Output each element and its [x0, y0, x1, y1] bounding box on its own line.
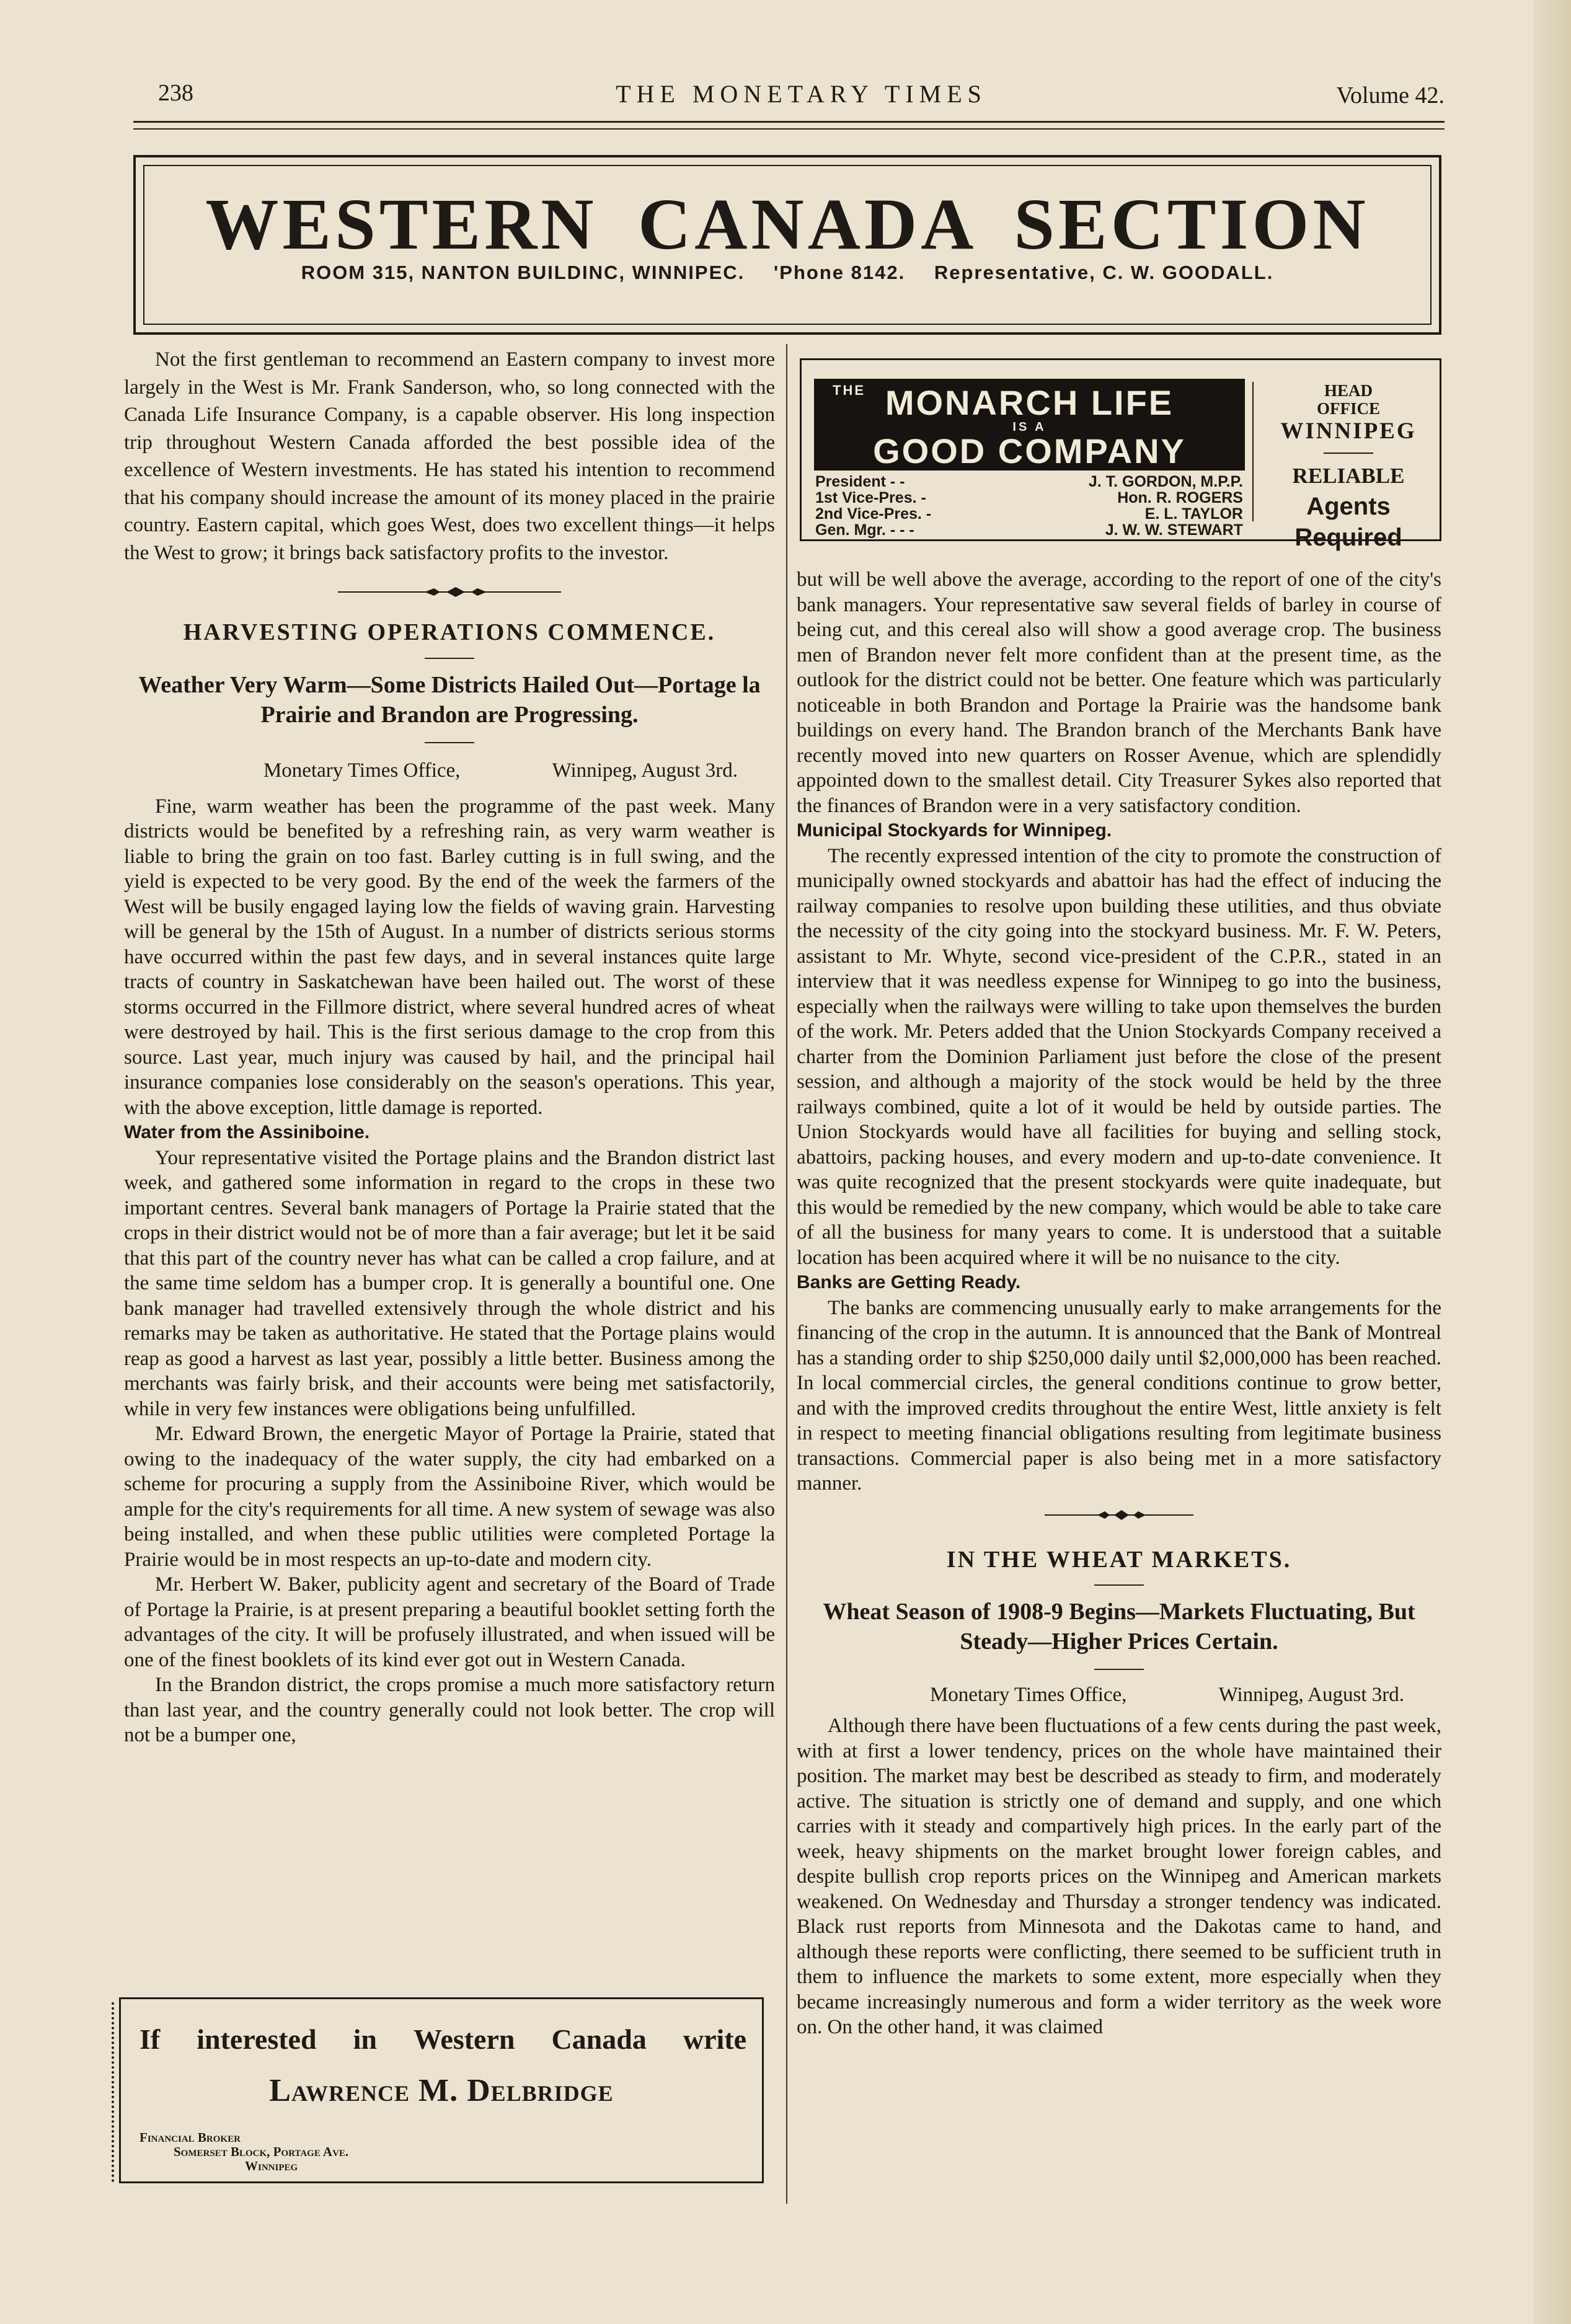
- ad-broker-name: Lawrence M. Delbridge: [269, 2073, 614, 2108]
- ad-margin-marks: [112, 2002, 114, 2182]
- monarch-is-a: IS A: [1012, 420, 1047, 434]
- officer-name: J. T. GORDON, M.P.P.: [1088, 473, 1243, 490]
- left-column: [124, 346, 775, 1748]
- ad-broker-address: [139, 2131, 348, 2173]
- banner-phone: 'Phone 8142.: [773, 262, 906, 283]
- reliable-label: RELIABLE: [1292, 464, 1405, 488]
- right-column: [797, 567, 1441, 2040]
- ornament-divider: [797, 1496, 1441, 1534]
- monarch-head-office: [1257, 382, 1440, 553]
- dateline-date: Winnipeg, August 3rd.: [552, 759, 738, 782]
- wheat-headline: IN THE WHEAT MARKETS.: [946, 1546, 1292, 1573]
- harvest-paragraph-2: Your representative visited the Portage plains and the Brandon district last week, and gathered some information in regard to the crops in these two important centres. Several bank managers of Portage la Prairie stated that the crops in their district would not be of more than a fair average; but let it be said that this part of the country never has what can be called a crop failure, and at the same time seldom has a bumper crop. It is generally a bountiful one. One bank manager had travelled extensively through the whole district and his remarks may be taken as authoritative. He stated that the Portage plains would reap as good a harvest as last year, possibly a little better. Business among the merchants was fairly brisk, and their accounts were being met satisfactorily, while in very few instances were obligations being unfulfilled.: [124, 1146, 775, 1420]
- monarch-divider: [1252, 382, 1254, 521]
- officer-row: [815, 522, 1243, 538]
- head-office-label: HEAD: [1324, 381, 1373, 400]
- harvest-paragraph-5: In the Brandon district, the crops promise a much more satisfactory return than last year, and the country generally could not look better. The crop will not be a bumper one,: [124, 1674, 775, 1746]
- ornament-rule-icon: [1045, 1509, 1193, 1521]
- monarch-officers: [815, 474, 1243, 538]
- wheat-dateline: [797, 1682, 1441, 1707]
- officer-row: [815, 474, 1243, 490]
- running-header: [158, 79, 1445, 117]
- ornament-rule-icon: [338, 586, 561, 598]
- column-divider: [786, 344, 787, 2204]
- monarch-name: MONARCH LIFE: [885, 383, 1174, 422]
- wheat-paragraph-1: Although there have been fluctuations of a few cents during the past week, with at first a lower tendency, prices on the whole have maintained their position. The market may best be described as steady to firm, and moderately active. The situation is strictly one of demand and supply, and one which carries with it steady and compartively high prices. In the early part of the week, heavy shipments on the market brought lower foreign cables, and despite bullish crop reports prices on the Winnipeg and American markets weakened. On Wednesday and Thursday a stronger tendency was indicated. Black rust reports from Minnesota and the Dakotas came to hand, and although these reports were conflicting, there seemed to be sufficient truth in them to influence the markets to some extent, more especially when they became increasingly numerous and form a wider territory as the week wore on. On the other hand, it was claimed: [797, 1715, 1441, 2038]
- ad-word: in: [353, 2023, 377, 2055]
- short-rule: [1324, 453, 1373, 454]
- officer-row: [815, 506, 1243, 522]
- head-office-label: OFFICE: [1316, 399, 1380, 418]
- ad-word: Canada: [551, 2023, 647, 2055]
- head-office-city: WINNIPEG: [1280, 418, 1417, 444]
- dateline-office: Monetary Times Office,: [263, 759, 461, 782]
- intro-paragraph: Not the first gentleman to recommend an Eastern company to invest more largely in the West is Mr. Frank Sanderson, who, so long connected with the Canada Life Insurance Company, is a capable observer. His long inspection trip throughout Western Canada afforded the best possible idea of the excellence of Western investments. He has stated his intention to recommend that his company should increase the amount of its money placed in the prairie country. Eastern capital, which goes West, does two excellent things—it helps the West to grow; it brings back satisfactory profits to the investor.: [124, 348, 775, 564]
- section-head-stockyards: Municipal Stockyards for Winnipeg.: [797, 820, 1112, 841]
- officer-name: J. W. W. STEWART: [1105, 521, 1243, 539]
- header-rule: [133, 128, 1445, 130]
- short-rule: [425, 658, 474, 659]
- banner-representative: Representative, C. W. GOODALL.: [934, 262, 1274, 283]
- agents-required: Agents Required: [1294, 493, 1402, 551]
- volume-number: Volume 42.: [1336, 82, 1445, 108]
- ad-word: Western: [413, 2023, 515, 2055]
- banner-address: [136, 262, 1439, 284]
- monarch-tagline: GOOD COMPANY: [873, 431, 1186, 471]
- harvest-subhead: Weather Very Warm—Some Districts Hailed Out—Portage la Prairie and Brandon are Progressing.: [138, 671, 761, 728]
- section-head-assiniboine: Water from the Assiniboine.: [124, 1122, 370, 1142]
- harvest-paragraph-1: Fine, warm weather has been the programme of the past week. Many districts would be benefited by a refreshing rain, as very warm weather is liable to bring the grain on too fast. Barley cutting is in full swing, and the yield is expected to be very good. By the end of the week the farmers of the West will be busily engaged laying low the fields of waving grain. Harvesting will be general by the 15th of August. In a number of districts serious storms have occurred within the past few days, and in several instances quite large tracts of country in Saskatchewan have been hailed out. The worst of these storms occurred in the Fillmore district, where several hundred acres of wheat were destroyed by hail. This is the first serious damage to the crop from this source. Last year, much injury was caused by hail, and the principal hail insurance companies lose considerably on the season's operations. This year, with the above exception, little damage is reported.: [124, 795, 775, 1119]
- ad-word: If: [139, 2023, 161, 2055]
- monarch-the: THE: [833, 382, 865, 398]
- page-edge: [1534, 0, 1571, 2324]
- short-rule: [1094, 1669, 1144, 1670]
- monarch-life-advertisement: [800, 358, 1441, 551]
- harvest-paragraph-6: but will be well above the average, according to the report of one of the city's bank managers. Your representative saw several fields of barley in course of being cut, and this cereal also will show a good average crop. The business men of Brandon never felt more confident than at the present time, as the outlook for the district could not be better. One feature which was particularly noticeable in both Brandon and Portage la Prairie was the handsome bank buildings on every hand. The Brandon branch of the Merchants Bank have recently moved into new quarters on Rosser Avenue, which are splendidly appointed down to the smallest detail. City Treasurer Sykes also reported that the finances of Brandon were in a very satisfactory condition.: [797, 568, 1441, 817]
- ad-broker-city: Winnipeg: [245, 2158, 298, 2173]
- officer-name: E. L. TAYLOR: [1144, 505, 1243, 523]
- banner-title: WESTERN CANADA SECTION: [205, 183, 1370, 265]
- section-head-banks: Banks are Getting Ready.: [797, 1272, 1021, 1292]
- officer-role: 1st Vice-Pres. -: [815, 489, 926, 506]
- officer-role: Gen. Mgr. - - -: [815, 521, 914, 539]
- ad-broker-title: Financial Broker: [139, 2130, 241, 2145]
- banner-room: ROOM 315, NANTON BUILDINC, WINNIPEC.: [301, 262, 745, 283]
- harvest-paragraph-7: The recently expressed intention of the city to promote the construction of municipally owned stockyards and abattoir has had the effect of inducing the railway companies to resolve upon building these utilities, and thus obviate the necessity of the city going into the stockyard business. Mr. F. W. Peters, assistant to Mr. Whyte, second vice-president of the C.P.R., stated in an interview that it was needless expense for Winnipeg to go into the business, especially when the railways were willing to take upon themselves the burden of the work. Mr. Peters added that the Union Stockyards Company received a charter from the Dominion Parliament just before the close of the present session, and although a majority of the stock would be held by the three railways combined, quite a lot of it would be held by outside parties. The Union Stockyards would have all facilities for buying and selling stock, abattoirs, packing houses, and every modern and up-to-date convenience. It was quite recognized that the present stockyards were quite inadequate, but this would be remedied by the new company, which would be able to take care of all the business for many years to come. It is understood that a suitable location has been acquired where it will be no nuisance to the city.: [797, 844, 1441, 1269]
- harvest-paragraph-8: The banks are commencing unusually early to make arrangements for the financing of the crop in the autumn. It is announced that the Bank of Montreal has a standing order to ship $250,000 daily until $2,000,000 has been reached. In local commercial circles, the general conditions continue to grow better, and with the improved credits throughout the entire West, little anxiety is felt in respect to meeting financial obligations resulting from legitimate business transactions. Commercial paper is also being met in a more satisfactory manner.: [797, 1296, 1441, 1495]
- harvest-paragraph-3: Mr. Edward Brown, the energetic Mayor of Portage la Prairie, stated that owing to the inadequacy of the water supply, the city had embarked on a scheme for procuring a supply from the Assiniboine River, which would be ample for the city's requirements for all time. A new system of sewage was also being installed, and when these public utilities were completed Portage la Prairie would be in most respects an up-to-date and modern city.: [124, 1423, 775, 1571]
- dateline-office: Monetary Times Office,: [929, 1684, 1127, 1706]
- short-rule: [1094, 1584, 1144, 1586]
- publication-title: THE MONETARY TIMES: [616, 80, 987, 108]
- harvest-paragraph-4: Mr. Herbert W. Baker, publicity agent and secretary of the Board of Trade of Portage la Prairie, is at present preparing a beautiful booklet setting forth the advantages of the city. It will be profusely illustrated, and when issued will be one of the finest booklets of its kind ever got out in Western Canada.: [124, 1573, 775, 1671]
- ornament-divider: [124, 570, 775, 614]
- officer-name: Hon. R. ROGERS: [1117, 489, 1243, 506]
- ad-word: write: [683, 2023, 746, 2055]
- section-banner: [133, 155, 1441, 335]
- page-number: 238: [158, 80, 193, 106]
- officer-role: President - -: [815, 473, 905, 490]
- dateline-date: Winnipeg, August 3rd.: [1218, 1684, 1404, 1706]
- ad-word: interested: [197, 2023, 317, 2055]
- harvest-headline: HARVESTING OPERATIONS COMMENCE.: [183, 619, 716, 645]
- officer-role: 2nd Vice-Pres. -: [815, 505, 932, 523]
- short-rule: [425, 742, 474, 743]
- officer-row: [815, 490, 1243, 506]
- header-rule: [133, 121, 1445, 123]
- delbridge-advertisement: [119, 1997, 764, 2183]
- ad-broker-street: Somerset Block, Portage Ave.: [174, 2144, 349, 2159]
- ad-call-to-action: [139, 2023, 746, 2056]
- wheat-subhead: Wheat Season of 1908-9 Begins—Markets Fluctuating, But Steady—Higher Prices Certain.: [823, 1599, 1415, 1655]
- monarch-logo-block: [814, 379, 1245, 471]
- harvest-dateline: [124, 758, 775, 783]
